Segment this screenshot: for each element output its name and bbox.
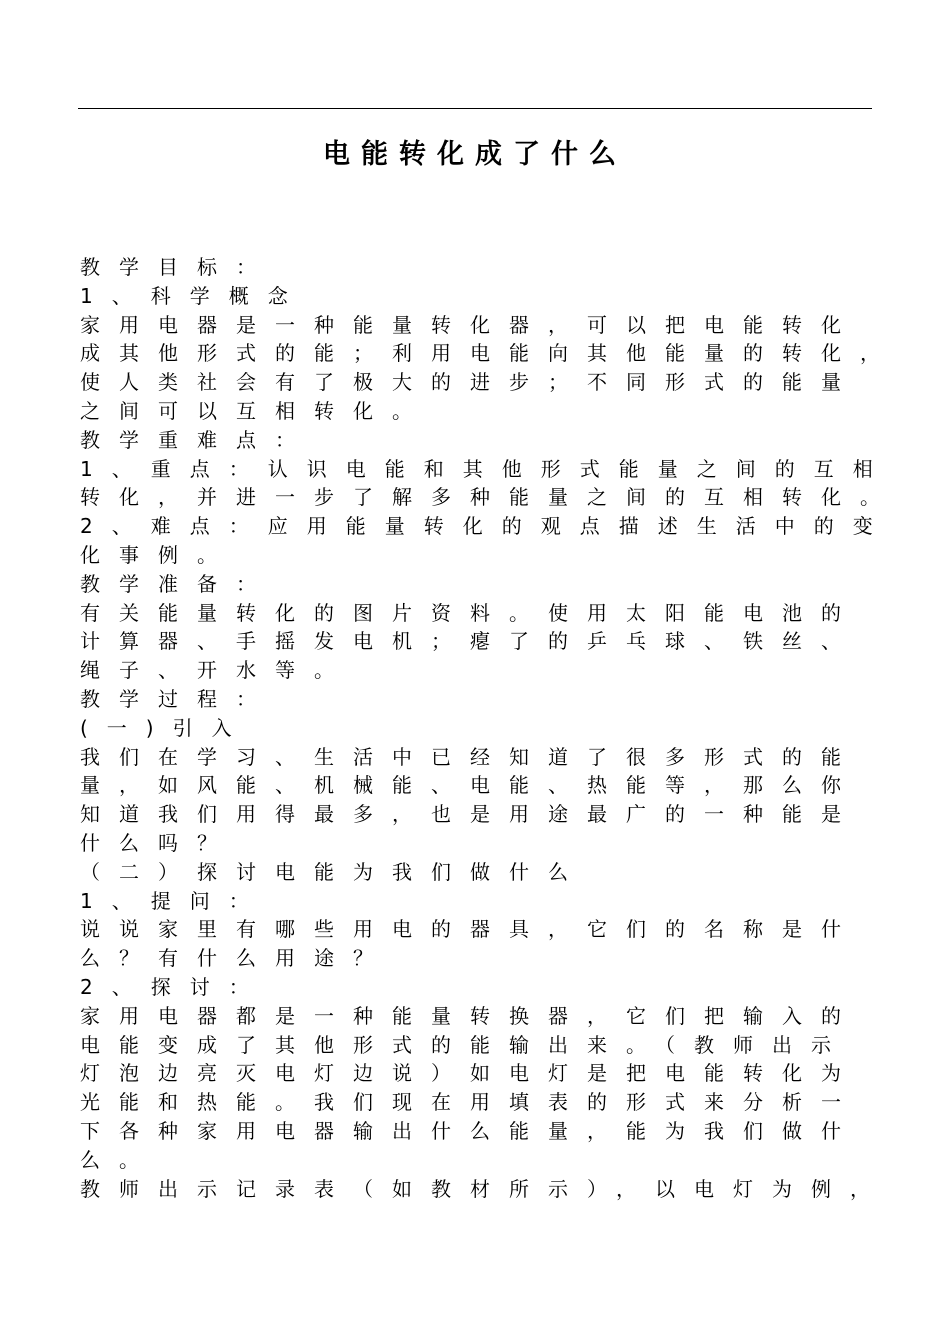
text-line: 家用电器都是一种能量转换器，它们把输入的 [80,1003,860,1028]
text-line: 教学目标： [80,255,275,279]
text-line: 什么吗？ [80,830,236,855]
text-line: 下各种家用电器输出什么能量，能为我们做什 [80,1118,860,1143]
text-line: 教学重难点： [80,427,314,452]
text-line: 说说家里有哪些用电的器具，它们的名称是什 [80,917,860,942]
text-line: 灯泡边亮灭电灯边说）如电灯是把电能转化为 [80,1061,860,1086]
text-line: 转化，并进一步了解多种能量之间的互相转化。 [80,485,899,510]
text-line: 成其他形式的能；利用电能向其他能量的转化， [80,341,899,366]
text-line: (一)引入 [80,715,251,740]
text-line: 么。 [80,1147,158,1172]
text-line: 电能变成了其他形式的能输出来。（教师出示 [80,1032,850,1057]
header-rule [78,108,872,109]
text-line: 我们在学习、生活中已经知道了很多形式的能 [80,744,860,769]
text-line: 光能和热能。我们现在用填表的形式来分析一 [80,1090,860,1115]
text-line: 使人类社会有了极大的进步；不同形式的能量 [80,370,860,395]
text-line: 知道我们用得最多，也是用途最广的一种能是 [80,802,860,827]
text-line: 2、探讨： [80,974,268,999]
text-line: 家用电器是一种能量转化器，可以把电能转化 [80,312,860,337]
page-title: 电能转化成了什么 [323,139,627,170]
text-line: 化事例。 [80,542,236,567]
text-line: 1、提问： [80,888,268,913]
text-line: 教学过程： [80,686,275,711]
text-line: 么？有什么用途？ [80,946,392,971]
text-line: 1、科学概念 [80,283,307,308]
text-line: 教师出示记录表（如教材所示），以电灯为例， [80,1176,889,1201]
text-line: （二）探讨电能为我们做什么 [80,859,587,884]
text-line: 量，如风能、机械能、电能、热能等，那么你 [80,773,860,798]
text-line: 1、重点：认识电能和其他形式能量之间的互相 [80,456,892,481]
document-body [80,253,899,1203]
text-line: 之间可以互相转化。 [80,398,431,423]
text-line: 教学准备： [80,571,275,596]
text-line: 绳子、开水等。 [80,658,353,683]
text-line: 2、难点：应用能量转化的观点描述生活中的变 [80,514,892,539]
text-line: 计算器、手摇发电机；瘪了的乒乓球、铁丝、 [80,629,860,654]
text-line: 有关能量转化的图片资料。使用太阳能电池的 [80,600,860,625]
